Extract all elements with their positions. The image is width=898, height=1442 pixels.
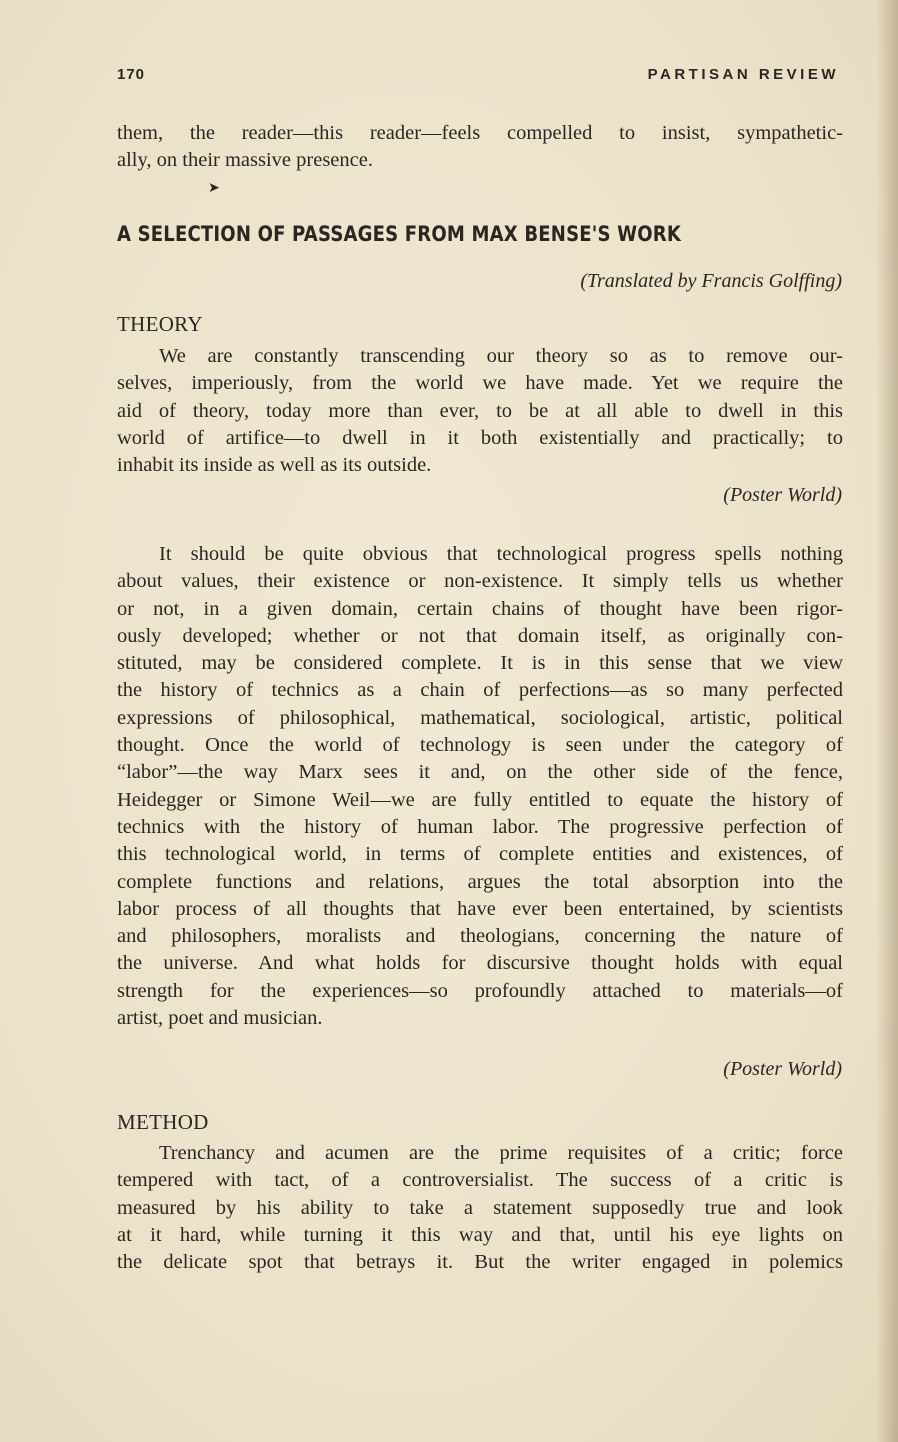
journal-title: PARTISAN REVIEW xyxy=(647,66,839,83)
text-line: this technological world, in terms of complete entities and existences, of xyxy=(117,843,843,866)
text-line: “labor”—the way Marx sees it and, on the other side of the fence, xyxy=(117,761,843,784)
text-line: measured by his ability to take a statement supposedly true and look xyxy=(117,1196,843,1219)
text-line: ously developed; whether or not that domain itself, as originally con- xyxy=(117,624,843,647)
text-line: about values, their existence or non-existence. It simply tells us whether xyxy=(117,570,843,593)
text-line: the universe. And what holds for discursive thought holds with equal xyxy=(117,952,843,975)
text-line: Trenchancy and acumen are the prime requisites of a critic; force xyxy=(159,1142,843,1164)
page-gutter-shadow xyxy=(876,0,898,1442)
text-line: aid of theory, today more than ever, to be at all able to dwell in this xyxy=(117,399,843,422)
text-line: stituted, may be considered complete. It is in this sense that we view xyxy=(117,652,843,675)
intro-paragraph xyxy=(117,120,843,175)
text-line: ally, on their massive presence. xyxy=(117,149,373,172)
article-title: A SELECTION OF PASSAGES FROM MAX BENSE'S WORK xyxy=(117,222,681,246)
translator-note: (Translated by Francis Golffing) xyxy=(580,270,842,292)
text-line: thought. Once the world of technology is seen under the category of xyxy=(117,734,843,757)
text-line: labor process of all thoughts that have ever been entertained, by scientists xyxy=(117,897,843,920)
text-line: at it hard, while turning it this way and that, until his eye lights on xyxy=(117,1223,843,1246)
text-line: inhabit its inside as well as its outside. xyxy=(117,454,432,477)
text-line: strength for the experiences—so profoundly attached to materials—of xyxy=(117,979,843,1002)
text-line: technics with the history of human labor. The progressive perfection of xyxy=(117,815,843,838)
section-heading-theory: THEORY xyxy=(117,312,203,336)
running-head xyxy=(117,66,839,86)
page-number: 170 xyxy=(117,66,146,83)
text-line: them, the reader—this reader—feels compelled to insist, sympathetic- xyxy=(117,122,843,144)
text-line: It should be quite obvious that technological progress spells nothing xyxy=(159,543,843,565)
theory-paragraph-1 xyxy=(117,343,843,479)
text-line: and philosophers, moralists and theologians, concerning the nature of xyxy=(117,925,843,948)
text-line: complete functions and relations, argues the total absorption into the xyxy=(117,870,843,893)
text-line: selves, imperiously, from the world we have made. Yet we require the xyxy=(117,372,843,395)
text-line: Heidegger or Simone Weil—we are fully entitled to equate the history of xyxy=(117,788,843,811)
source-citation: (Poster World) xyxy=(723,484,842,506)
text-line: the delicate spot that betrays it. But the writer engaged in polemics xyxy=(117,1251,843,1274)
text-line: or not, in a given domain, certain chains of thought have been rigor- xyxy=(117,597,843,620)
text-line: world of artifice—to dwell in it both existentially and practically; to xyxy=(117,426,843,449)
method-paragraph-1 xyxy=(117,1140,843,1276)
text-line: We are constantly transcending our theory so as to remove our- xyxy=(159,345,843,367)
text-line: artist, poet and musician. xyxy=(117,1007,323,1030)
text-line: expressions of philosophical, mathematical, sociological, artistic, political xyxy=(117,706,843,729)
section-ornament-icon: ➤ xyxy=(208,181,220,196)
text-line: tempered with tact, of a controversialist. The success of a critic is xyxy=(117,1169,843,1192)
section-heading-method: METHOD xyxy=(117,1110,209,1134)
source-citation: (Poster World) xyxy=(723,1058,842,1080)
text-line: the history of technics as a chain of perfections—as so many perfected xyxy=(117,679,843,702)
theory-paragraph-2 xyxy=(117,541,843,1032)
